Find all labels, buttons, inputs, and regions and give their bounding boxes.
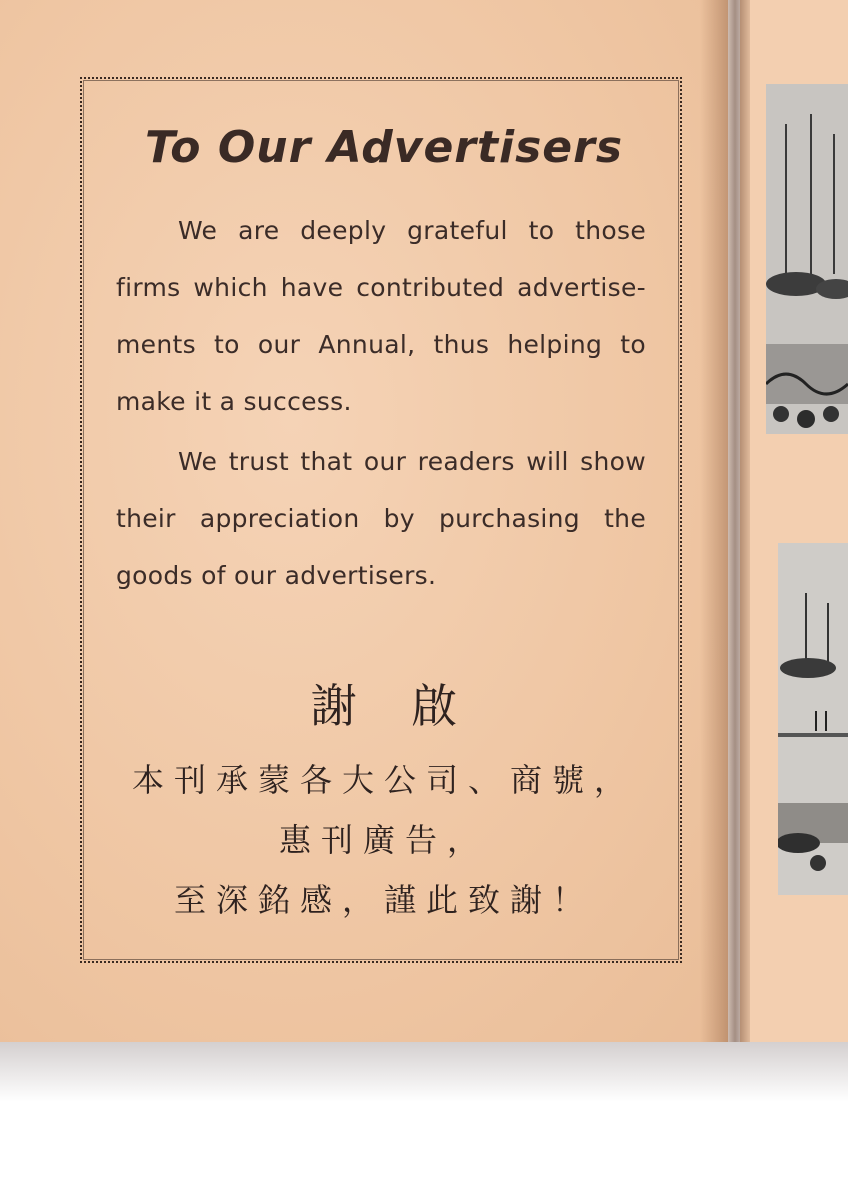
- harbour-photo-top: [766, 84, 848, 434]
- harbour-photo-top-image: [766, 84, 848, 434]
- harbour-photo-bottom: [778, 543, 848, 895]
- chinese-line-2: 惠刊廣告，: [278, 821, 489, 859]
- page-title: To Our Advertisers: [144, 122, 624, 173]
- paragraph-appreciation: [116, 433, 646, 604]
- paragraph-gratitude-text: We are deeply grateful to those firms which have contributed advertise-ments to our Annual, thus helping to make it a success.: [116, 216, 646, 416]
- chinese-title: 謝 啟: [310, 679, 458, 733]
- chinese-line-3: 至深銘感，謹此致謝！: [173, 881, 594, 919]
- paragraph-gratitude: [116, 202, 646, 430]
- page-bottom-shadow: [0, 1042, 848, 1102]
- harbour-photo-bottom-image: [778, 543, 848, 895]
- chinese-line-1: 本刊承蒙各大公司、商號，: [131, 761, 636, 799]
- paragraph-appreciation-text: We trust that our readers will show their appreciation by purchasing the goods of our advertisers.: [116, 447, 646, 590]
